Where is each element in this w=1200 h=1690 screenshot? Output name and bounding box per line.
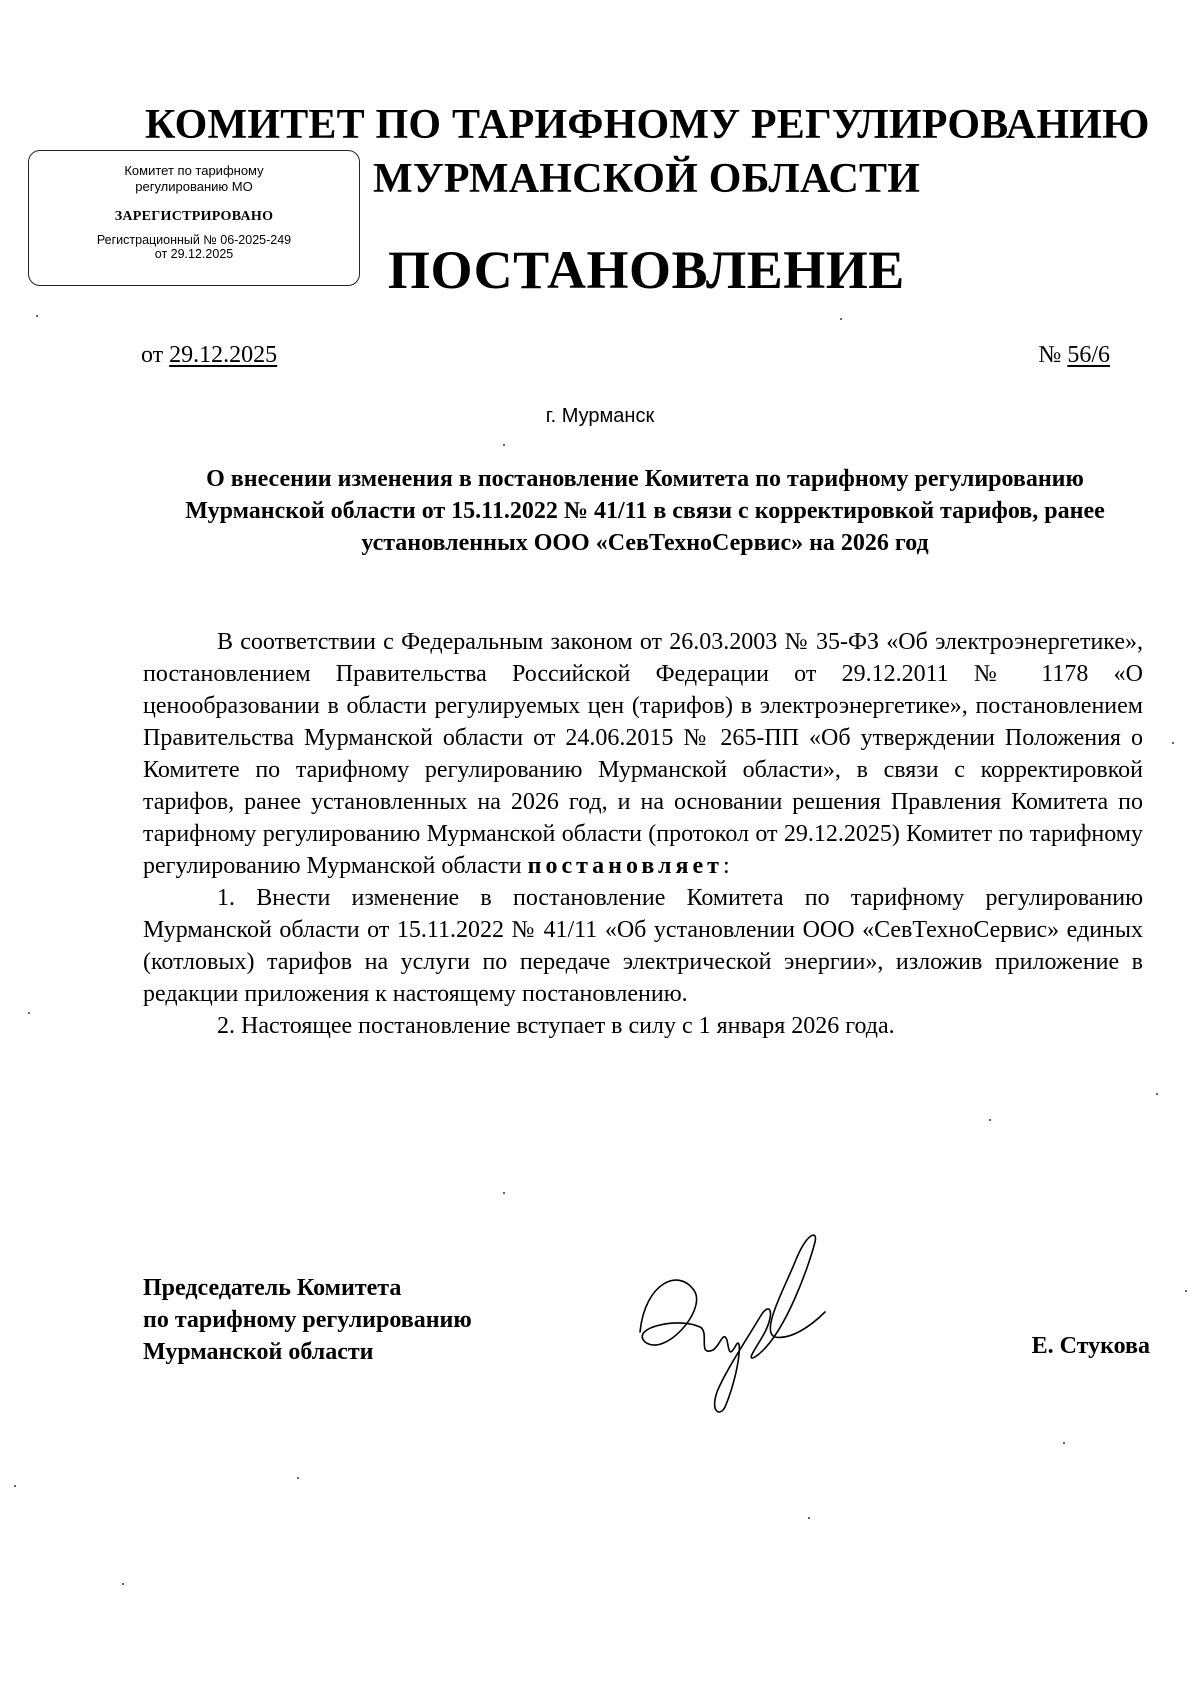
document-subject: О внесении изменения в постановление Комитета по тарифному регулированию Мурманской области от 15.11.2022 № 41/11 в связи с корректировкой тарифов, ранее установленных ООО «СевТехноСервис» на 2026 год	[185, 466, 1105, 556]
scan-speck	[840, 318, 842, 320]
document-date-value: 29.12.2025	[169, 342, 278, 368]
scan-speck	[808, 1517, 810, 1519]
scan-speck	[1172, 742, 1174, 744]
scan-speck	[503, 444, 505, 446]
signatory-position-line-1: Председатель Комитета	[143, 1275, 402, 1301]
signatory-position	[143, 1272, 472, 1368]
decree-item-2: 2. Настоящее постановление вступает в силу с 1 января 2026 года.	[217, 1013, 895, 1039]
preamble-text: В соответствии с Федеральным законом от 26.03.2003 № 35-ФЗ «Об электроэнергетике», постановлением Правительства Российской Федерации от 29.12.2011 № 1178 «О ценообразовании в области регулируемых цен (тарифов) в электроэнергетике», постановлением Правительства Мурманской области от 24.06.2015 № 265-ПП «Об утверждении Положения о Комитете по тарифному регулированию Мурманской области», в связи с корректировкой тарифов, ранее установленных на 2026 год, и на основании решения Правления Комитета по тарифному регулированию Мурманской области (протокол от 29.12.2025) Комитет по тарифному регулированию Мурманской области	[143, 629, 1143, 879]
stamp-status: ЗАРЕГИСТРИРОВАНО	[114, 209, 274, 224]
decree-item-1: 1. Внести изменение в постановление Комитета по тарифному регулированию Мурманской области от 15.11.2022 № 41/11 «Об установлении ООО «СевТехноСервис» единых (котловых) тарифов на услуги по передаче электрической энергии», изложив приложение в редакции приложения к настоящему постановлению.	[143, 885, 1143, 1007]
document-body	[143, 626, 1143, 1042]
preamble-paragraph	[143, 626, 1143, 882]
stamp-registration	[29, 233, 359, 261]
scan-speck	[503, 1192, 505, 1194]
document-number-prefix: №	[1038, 342, 1062, 368]
document-number-value: 56/6	[1067, 342, 1110, 368]
scan-speck	[28, 1012, 30, 1014]
document-date	[141, 342, 277, 369]
stamp-registration-date: от 29.12.2025	[154, 247, 234, 261]
signatory-position-line-2: по тарифному регулированию	[143, 1307, 472, 1333]
signatory-name: Е. Стукова	[1031, 1333, 1150, 1359]
decree-colon: :	[722, 853, 730, 879]
registration-stamp	[28, 150, 360, 286]
scan-speck	[1156, 1093, 1158, 1095]
signatory-position-line-3: Мурманской области	[143, 1339, 374, 1365]
scan-speck	[36, 315, 38, 317]
organization-title-line-1: КОМИТЕТ ПО ТАРИФНОМУ РЕГУЛИРОВАНИЮ	[145, 102, 1150, 148]
stamp-registration-number: Регистрационный № 06-2025-249	[96, 233, 292, 247]
handwritten-signature	[625, 1222, 875, 1422]
scan-speck	[297, 1477, 299, 1479]
document-city: г. Мурманск	[545, 405, 655, 427]
scan-speck	[1063, 1442, 1065, 1444]
stamp-organization: Комитет по тарифному регулированию МО	[124, 163, 264, 194]
scan-speck	[1185, 1290, 1187, 1292]
scan-speck	[14, 1485, 16, 1487]
document-date-prefix: от	[141, 342, 164, 368]
scan-speck	[122, 1583, 124, 1585]
decree-word: постановляет	[527, 853, 723, 879]
scan-speck	[989, 1119, 991, 1121]
document-number	[1038, 342, 1110, 369]
document-type-heading: ПОСТАНОВЛЕНИЕ	[388, 240, 905, 300]
organization-title-line-2: МУРМАНСКОЙ ОБЛАСТИ	[373, 156, 921, 202]
